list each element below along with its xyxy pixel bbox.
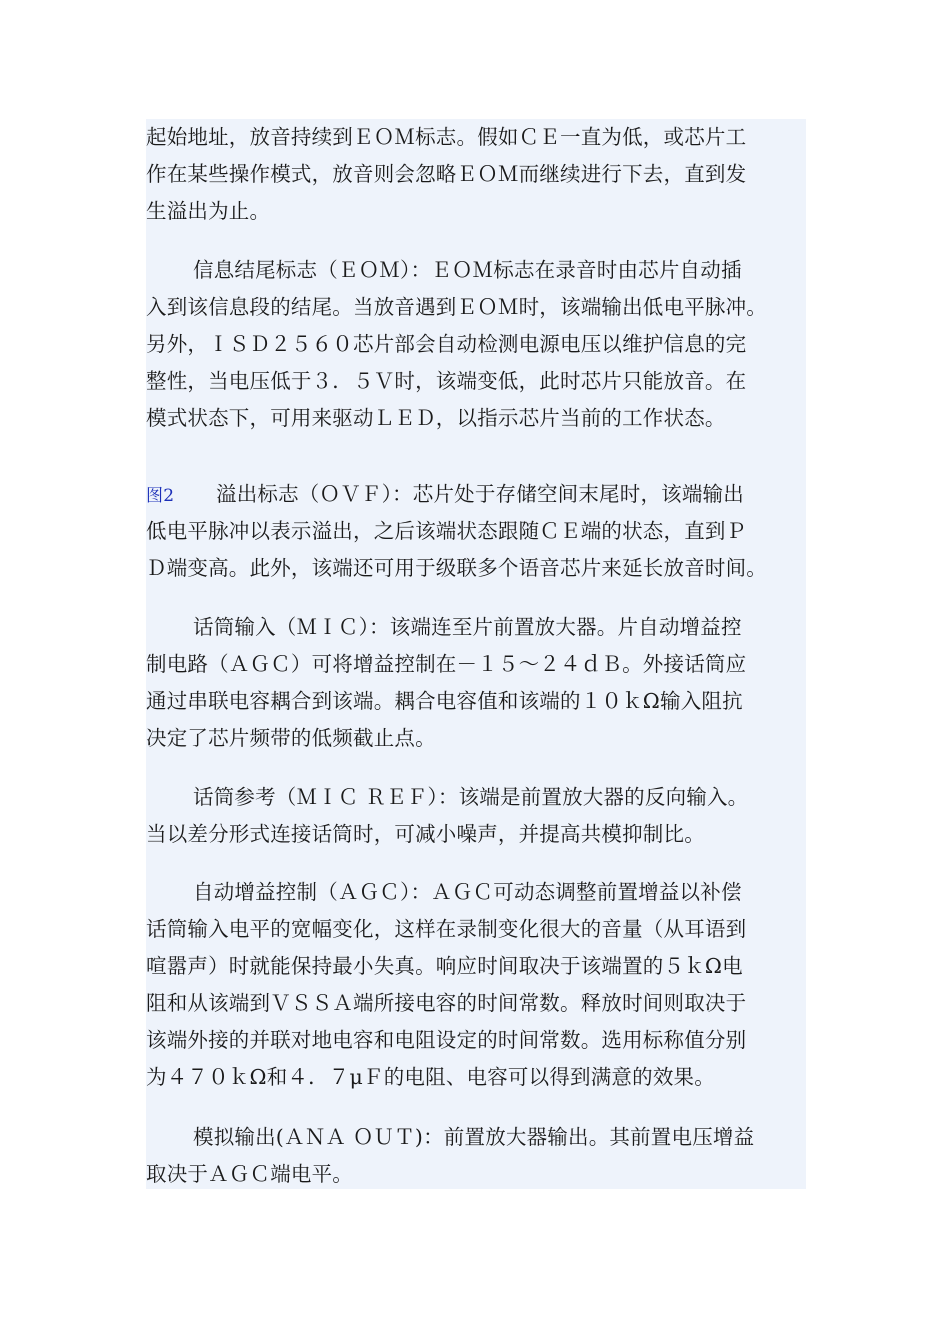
text-line: 该端外接的并联对地电容和电阻设定的时间常数。选用标称值分别 xyxy=(146,1028,747,1052)
text-line: 作在某些操作模式，放音则会忽略ＥＯＭ而继续进行下去，直到发 xyxy=(146,162,747,186)
text-line: 当以差分形式连接话筒时，可减小噪声，并提高共模抑制比。 xyxy=(146,822,705,846)
paragraph-agc xyxy=(146,874,806,1096)
text-line: 喧嚣声）时就能保持最小失真。响应时间取决于该端置的５ｋΩ电 xyxy=(146,954,743,978)
paragraph-eom xyxy=(146,252,806,437)
text-line: 低电平脉冲以表示溢出，之后该端状态跟随ＣＥ端的状态，直到Ｐ xyxy=(146,519,747,543)
paragraph-ovf xyxy=(146,476,806,587)
text-line: 自动增益控制（ＡＧＣ）：ＡＧＣ可动态调整前置增益以补偿 xyxy=(193,880,742,904)
paragraph-playback-end xyxy=(146,119,806,230)
text-line-content: 溢出标志（ＯＶＦ）：芯片处于存储空间末尾时，该端输出 xyxy=(216,482,744,506)
text-line: 入到该信息段的结尾。当放音遇到ＥＯＭ时，该端输出低电平脉冲。 xyxy=(146,295,767,319)
text-line: 话筒参考（ＭＩＣ ＲＥＦ）：该端是前置放大器的反向输入。 xyxy=(193,785,749,809)
text-line: 模式状态下，可用来驱动ＬＥＤ，以指示芯片当前的工作状态。 xyxy=(146,406,726,430)
text-line: 制电路（ＡＧＣ）可将增益控制在－１５～２４ｄＢ。外接话筒应 xyxy=(146,652,747,676)
text-line: 另外，ＩＳＤ２５６０芯片部会自动检测电源电压以维护信息的完 xyxy=(146,332,747,356)
text-line: 阻和从该端到ＶＳＳＡ端所接电容的时间常数。释放时间则取决于 xyxy=(146,991,747,1015)
text-line: 话筒输入电平的宽幅变化，这样在录制变化很大的音量（从耳语到 xyxy=(146,917,747,941)
text-line: 整性，当电压低于３．５Ｖ时，该端变低，此时芯片只能放音。在 xyxy=(146,369,747,393)
paragraph-ana-out xyxy=(146,1119,806,1193)
text-line: 为４７０ｋΩ和４．７μＦ的电阻、电容可以得到满意的效果。 xyxy=(146,1065,715,1089)
text-line: 取决于ＡＧＣ端电平。 xyxy=(146,1162,353,1186)
text-line: 通过串联电容耦合到该端。耦合电容值和该端的１０ｋΩ输入阻抗 xyxy=(146,689,743,713)
text-line: 决定了芯片频带的低频截止点。 xyxy=(146,726,436,750)
document-body xyxy=(146,119,806,1189)
paragraph-mic-ref xyxy=(146,779,806,853)
text-line: Ｄ端变高。此外，该端还可用于级联多个语音芯片来延长放音时间。 xyxy=(146,556,767,580)
text-line: 起始地址，放音持续到ＥＯＭ标志。假如ＣＥ一直为低，或芯片工 xyxy=(146,125,747,149)
text-line: 模拟输出(ＡＮＡ ＯＵＴ)：前置放大器输出。其前置电压增益 xyxy=(193,1125,755,1149)
text-line: 信息结尾标志（ＥＯＭ）：ＥＯＭ标志在录音时由芯片自动插 xyxy=(193,258,742,282)
paragraph-mic xyxy=(146,609,806,757)
figure-label: 图2 xyxy=(146,486,175,506)
text-line xyxy=(146,476,806,513)
text-line: 话筒输入（ＭＩＣ）：该端连至片前置放大器。片自动增益控 xyxy=(193,615,742,639)
text-line: 生溢出为止。 xyxy=(146,199,271,223)
